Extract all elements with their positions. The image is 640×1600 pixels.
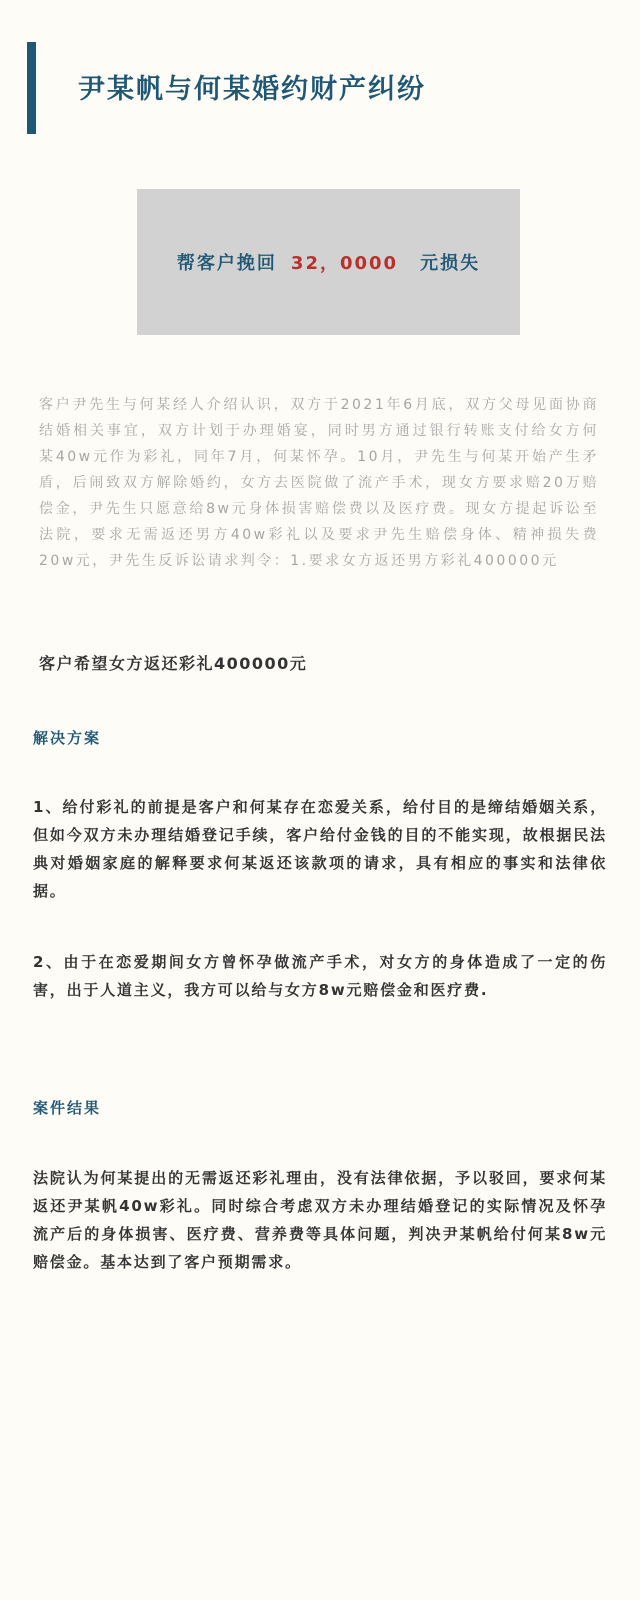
title-accent-bar bbox=[27, 42, 36, 134]
banner-suffix: 元损失 bbox=[420, 253, 481, 274]
page-title: 尹某帆与何某婚约财产纠纷 bbox=[78, 74, 426, 105]
banner-prefix: 帮客户挽回 bbox=[176, 253, 277, 274]
solution-item-1: 1、给付彩礼的前提是客户和何某存在恋爱关系，给付目的是缔结婚姻关系，但如今双方未办理结婚登记手续，客户给付金钱的目的不能实现，故根据民法典对婚姻家庭的解释要求何某返还该款项的请求，具有相应的事实和法律依据。 bbox=[33, 798, 607, 900]
result-text: 法院认为何某提出的无需返还彩礼理由，没有法律依据，予以驳回，要求何某返还尹某帆40w彩礼。同时综合考虑双方未办理结婚登记的实际情况及怀孕流产后的身体损害、医疗费、营养费等具体问题，判决尹某帆给付何某8w元赔偿金。基本达到了客户预期需求。 bbox=[33, 1169, 607, 1271]
recovered-amount-banner bbox=[137, 189, 520, 335]
solution-heading: 解决方案 bbox=[33, 729, 102, 747]
client-wish: 客户希望女方返还彩礼400000元 bbox=[39, 654, 308, 673]
banner-amount: 32，0000 bbox=[290, 253, 399, 274]
result-heading: 案件结果 bbox=[33, 1099, 102, 1117]
solution-item-2: 2、由于在恋爱期间女方曾怀孕做流产手术，对女方的身体造成了一定的伤害，出于人道主义，我方可以给与女方8w元赔偿金和医疗费. bbox=[33, 953, 607, 999]
case-description: 客户尹先生与何某经人介绍认识，双方于2021年6月底，双方父母见面协商结婚相关事宜，双方计划于办理婚宴，同时男方通过银行转账支付给女方何某40w元作为彩礼，同年7月，何某怀孕。10月，尹先生与何某开始产生矛盾，后闹致双方解除婚约，女方去医院做了流产手术，现女方要求赔20万赔偿金，尹先生只愿意给8w元身体损害赔偿费以及医疗费。现女方提起诉讼至法院，要求无需返还男方40w彩礼以及要求尹先生赔偿身体、精神损失费20w元，尹先生反诉讼请求判令：1.要求女方返还男方彩礼400000元 bbox=[39, 397, 599, 569]
